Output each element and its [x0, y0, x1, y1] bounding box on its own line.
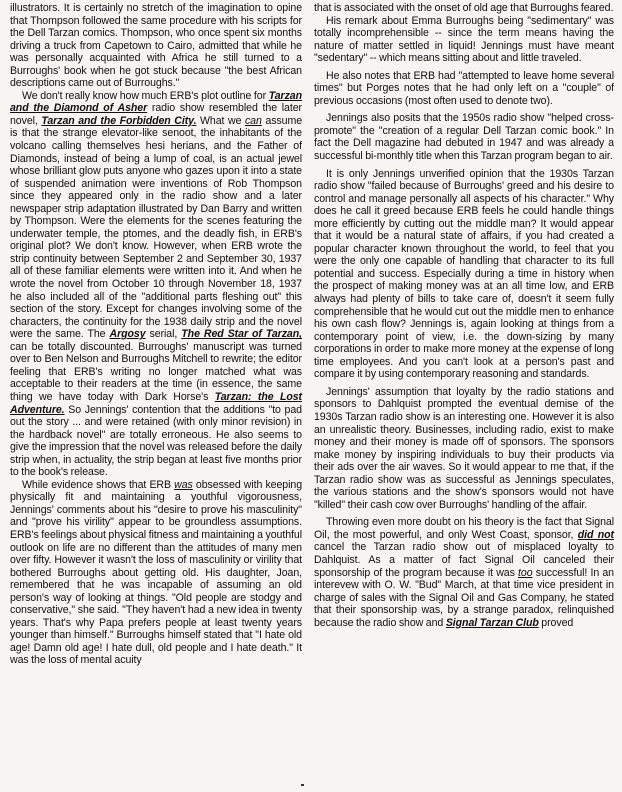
text-run: serial, [145, 328, 182, 341]
text-run: obsessed with keeping physically fit and maintaining a youthful vigorousness, Jennings' comments about his "desire to prove his masculinity" and "prove his virility" appear to be groundless assumptions. ERB's feelings about physical fitness and maintaining a youthful outlook on life are no different than the attitudes of many men over fifty. However it wasn't the loss of masculinity or virility that bothered Burroughs about getting old. His daughter, Joan, remembered that he was incapable of assuming an old person's way of looking at things. "Old people are stodgy and conservative," she said. "They haven't had a new idea in twenty years. That's why Papa prefers people at least twenty years younger than himself." Burroughs himself stated that "I hate old age! Damn old age! I hate dull, old people and I hate death." It was the loss of mental acuity [10, 478, 303, 667]
paragraph [10, 479, 302, 667]
title-italic: Signal Tarzan Club [445, 616, 539, 629]
text-run: successful! In an interevew with O. W. "Bud" March, at that time vice president in charge of sales with the Signal Oil and Gas Company, he stated that their sponsorship was, by a strange paradox, relinquished because the radio show and [314, 566, 614, 629]
paragraph: Jennings' assumption that loyalty by the radio stations and sponsors to Dahlquist prompted the eventual demise of the 1930s Tarzan radio show is an interesting one. However it is also an unrealistic theory. Businesses, including radio, exist to make money and their money is made off of sponsors. The sponsors make money by inspiring individuals to buy their products via their ads over the air waves. So it would appear to me that, if the Tarzan radio show was as successful as Jennings speculates, the various stations and the show's sponsors would not have "killed" their cash cow over Burroughs' handling of the affair. [314, 385, 614, 511]
title-italic: Tarzan and the Diamond of Asher [10, 89, 302, 115]
paragraph: It is only Jennings unverified opinion that the 1930s Tarzan radio show "failed because of Burroughs' greed and his desire to control and manage personally all aspects of his character." Why does he call it greed because ERB feels he could handle things more efficiently by cutting out the middle man? It would appear that it would be a natural state of affairs, if you had created a popular character known throughout the world, to feel that you were the only one capable of handling that character to its full potential and success. Especially during a time in history when the prospect of making money was at an all time low, and ERB always had plenty of bills to take care of, doesn't it seem fully comprehensible that he would cut out the middle men to enhance his own cash flow? Jennings is, again looking at things from a contemporary point of view, i.e. the down-sizing by many corporations in order to make more money at the expense of long time employees. And you can't look at a person's past and compare it by using contemporary reasoning and standards. [314, 167, 614, 381]
title-italic: Argosy [109, 328, 146, 341]
right-column [314, 2, 614, 629]
title-italic: Tarzan: the Lost Adventure. [10, 390, 302, 416]
emphasis: can [244, 114, 262, 127]
text-run: We don't really know how much ERB's plot outline for [22, 89, 269, 102]
text-run: While evidence shows that ERB [22, 478, 175, 491]
paragraph: illustrators. It is certainly no stretch of the imagination to opine that Thompson followed the same procedure with his scripts for the Dell Tarzan comics. Thompson, who once spent six months driving a truck from Capetown to Cairo, admitted that while he was personally acquainted with Africa he still turned to a Burroughs' book when he got stuck because "the best African descriptions came out of Burroughs." [10, 2, 302, 90]
paragraph: He also notes that ERB had "attempted to leave home several times" but Porges notes that he had only left on a "couple" of previous occasions (most often used to denote two). [314, 69, 614, 107]
paragraph: His remark about Emma Burroughs being "sedimentary" was totally incomprehensible -- since the term means having the nature of matter settled in liquid! Jennings must have meant "sedentary" -- which means sitting about and little traveled. [314, 14, 614, 65]
text-run: What we [196, 114, 245, 127]
page-mark [301, 784, 304, 786]
title-italic: The Red Star of Tarzan, [181, 328, 303, 341]
paragraph [10, 90, 302, 479]
text-run: can be totally discounted. Burroughs' manuscript was turned over to Ben Nelson and Burroughs Mitchell to rewrite; the editor feeling that ERB's writing no longer matched what was acceptable to their readers at the time (in essence, the same thing we have today with Dark Horse's [10, 340, 302, 403]
text-run: cancel the Tarzan radio show out of misplaced loyalty to Dahlquist. As a matter of fact Signal Oil canceled their sponsorship of the program because it was [314, 541, 614, 579]
emphasis: too [518, 566, 533, 579]
text-run: So Jennings' contention that the additions "to pad out the story ... and were retained (with only minor revision) in the hardback novel" are totally erroneous. He also seems to give the impression that the novel was released before the daily strip when, in actuality, the strip began at least five months prior to the book's release. [10, 403, 302, 479]
paragraph [314, 516, 614, 629]
title-italic: Tarzan and the Forbidden City. [41, 114, 197, 127]
text-run: Throwing even more doubt on his theory is the fact that Signal Oil, the most powerful, and only West Coast, sponsor, [314, 516, 614, 541]
paragraph: Jennings also posits that the 1950s radio show "helped cross-promote" the "creation of a regular Dell Tarzan comic book." In fact the Dell magazine had debuted in 1947 and was already a successful bi-monthly title when this Tarzan program began to air. [314, 112, 614, 163]
emphasis: was [174, 478, 193, 491]
emphasis: did not [577, 528, 614, 541]
left-column [10, 2, 302, 667]
paragraph: that is associated with the onset of old age that Burroughs feared. [314, 2, 614, 14]
text-run: assume is that the strange elevator-like senoot, the inhabitants of the volcano calling themselves hesi herians, and the Father of Diamonds, instead of being a lump of coal, is an actual jewel whose brilliant glow puts anyone who gazes upon it into a state of suspended animation were inventions of Rob Thompson since they appeared only in the radio show and a later newspaper strip adaptation illustrated by Dan Barry and written by Thompson. Were the elements for the scenes featuring the underwater temple, the ptomes, and the deadly fish, in ERB's original plot? We don't know. However, when ERB wrote the strip continuity between September 2 and September 30, 1937 all of these familiar elements were written into it. And when he wrote the novel from October 10 through November 18, 1937 he also included all of the "additional parts fleshing out" this section of the story. Except for changes involving some of the characters, the continuity for the 1938 daily strip and the novel were the same. The [10, 114, 303, 341]
text-run: radio show resembled the later novel, [10, 102, 302, 127]
text-run: proved [538, 616, 574, 629]
